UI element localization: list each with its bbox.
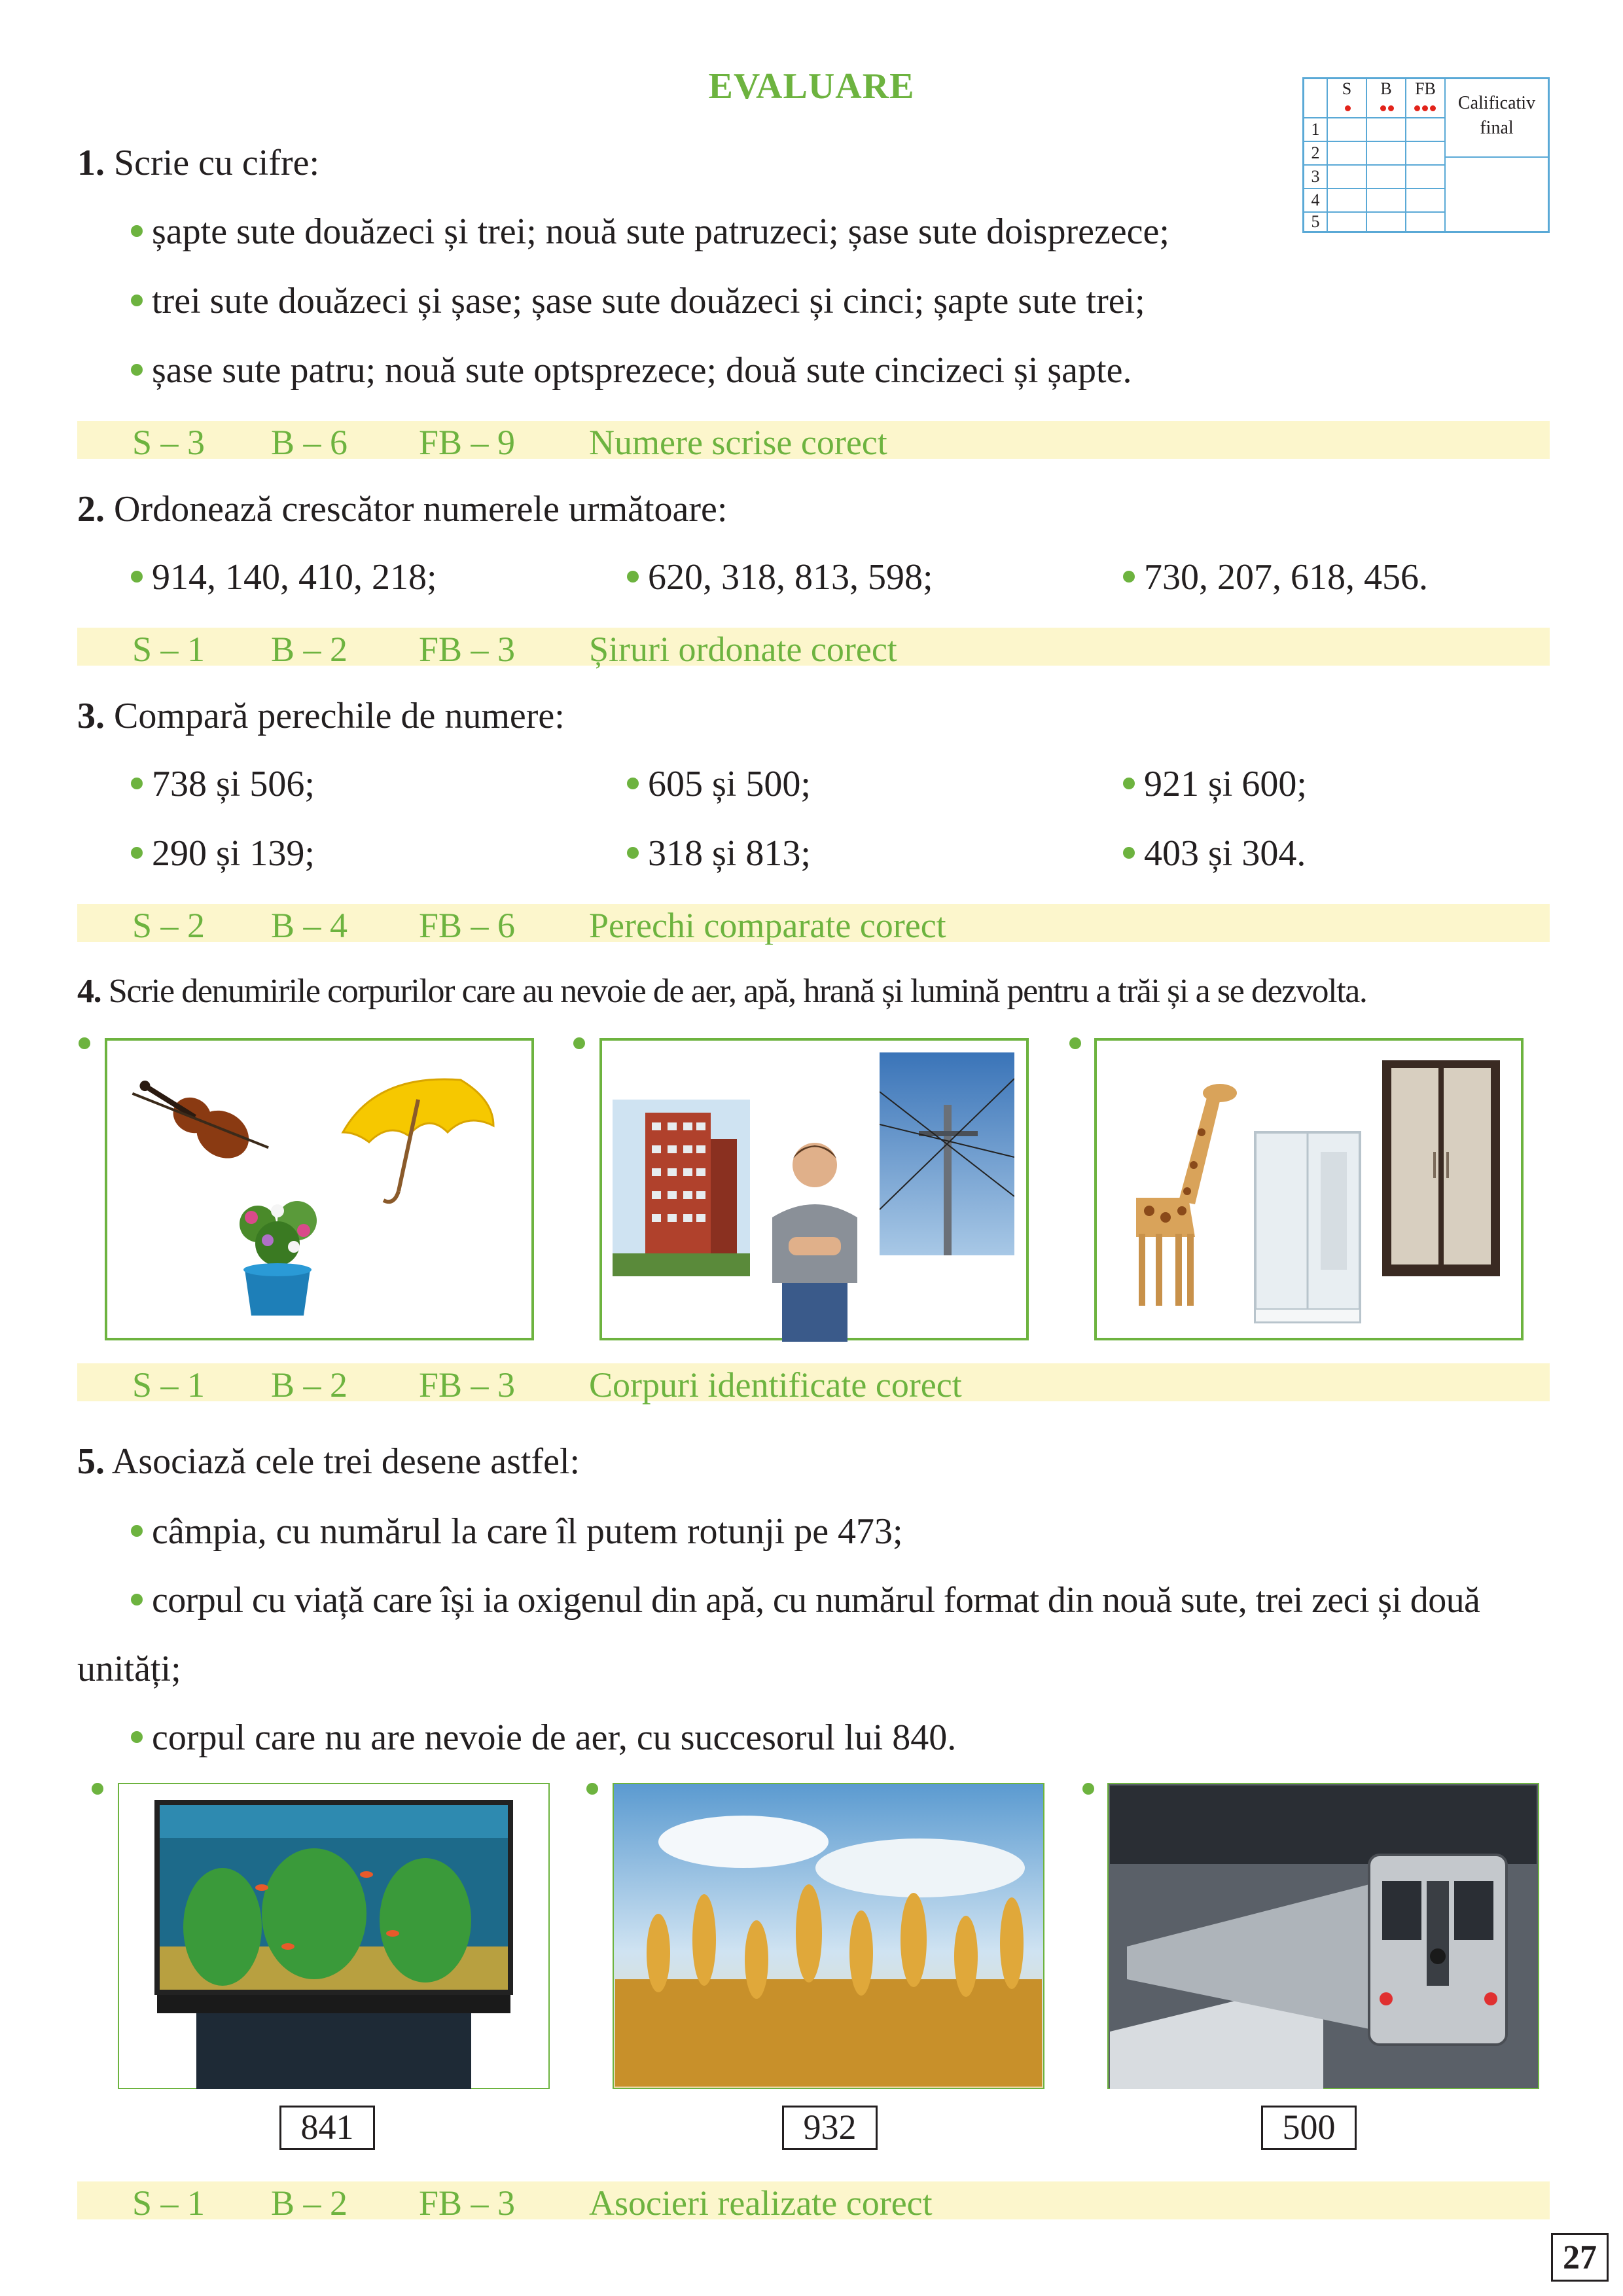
page-title: EVALUARE bbox=[708, 66, 915, 107]
exercise-3-bullet: 318 și 813; bbox=[627, 833, 811, 874]
bullet-dot bbox=[1069, 1037, 1081, 1049]
eval-row-number: 1 bbox=[1304, 118, 1328, 142]
eval-row-number: 3 bbox=[1304, 166, 1328, 189]
exercise-5-bullet: corpul care nu are nevoie de aer, cu succesorul lui 840. bbox=[131, 1717, 956, 1759]
score-label: Numere scrise corect bbox=[589, 423, 887, 462]
eval-header-fb: FB bbox=[1406, 79, 1446, 118]
score-s: S – 1 bbox=[132, 1365, 205, 1405]
score-fb: FB – 3 bbox=[419, 2183, 516, 2223]
exercise-3-prompt: 3. Compară perechile de numere: bbox=[77, 696, 565, 736]
score-s: S – 1 bbox=[132, 630, 205, 669]
evaluation-table bbox=[1302, 77, 1550, 233]
exercise-3-bullet: 290 și 139; bbox=[131, 833, 315, 874]
bullet-dot bbox=[573, 1037, 585, 1049]
bullet-dot bbox=[1082, 1783, 1094, 1795]
violin-image bbox=[127, 1060, 291, 1191]
exercise-5-bullet: corpul cu viață care își ia oxigenul din apă, cu numărul format din nouă sute, trei zeci și două bbox=[131, 1579, 1480, 1621]
exercise-1-prompt: 1. Scrie cu cifre: bbox=[77, 143, 320, 183]
score-b: B – 2 bbox=[271, 630, 348, 669]
bullet-dot bbox=[586, 1783, 598, 1795]
eval-row-number: 4 bbox=[1304, 189, 1328, 213]
score-bar-1 bbox=[77, 421, 1550, 462]
eval-row-number: 2 bbox=[1304, 142, 1328, 166]
answer-box: 932 bbox=[782, 2106, 878, 2150]
exercise-3-bullet: 403 și 304. bbox=[1123, 833, 1306, 874]
answer-box: 500 bbox=[1261, 2106, 1357, 2150]
exercise-5-bullet-cont: unități; bbox=[77, 1649, 181, 1689]
wheat-field-image bbox=[613, 1783, 1044, 2089]
score-label: Perechi comparate corect bbox=[589, 906, 946, 945]
exercise-3-bullet: 921 și 600; bbox=[1123, 763, 1307, 805]
exercise-2-bullet: 730, 207, 618, 456. bbox=[1123, 556, 1428, 598]
score-s: S – 2 bbox=[132, 906, 205, 945]
bullet-dot bbox=[79, 1037, 90, 1049]
score-b: B – 6 bbox=[271, 423, 348, 462]
score-label: Corpuri identificate corect bbox=[589, 1365, 962, 1405]
score-bar-4 bbox=[77, 1363, 1550, 1405]
score-fb: FB – 9 bbox=[419, 423, 516, 462]
score-b: B – 4 bbox=[271, 906, 348, 945]
shower-cabin-image bbox=[1249, 1126, 1366, 1329]
giraffe-image bbox=[1110, 1067, 1241, 1316]
exercise-5-bullet: câmpia, cu numărul la care îl putem rotunji pe 473; bbox=[131, 1511, 903, 1552]
score-label: Asocieri realizate corect bbox=[589, 2183, 933, 2223]
eval-row-number: 5 bbox=[1304, 213, 1328, 232]
flower-pot-image bbox=[212, 1185, 356, 1335]
image-frame-3 bbox=[1094, 1038, 1524, 1340]
eval-final-label: Calificativ final bbox=[1446, 79, 1548, 158]
exercise-3-bullet: 605 și 500; bbox=[627, 763, 811, 805]
score-s: S – 1 bbox=[132, 2183, 205, 2223]
eval-header-b: B bbox=[1367, 79, 1406, 118]
image-frame-2 bbox=[599, 1038, 1029, 1340]
eval-header-s: S bbox=[1328, 79, 1367, 118]
exercise-1-bullet: șase sute patru; nouă sute optsprezece; două sute cincizeci și șapte. bbox=[131, 350, 1132, 391]
score-s: S – 3 bbox=[132, 423, 205, 462]
exercise-3-bullet: 738 și 506; bbox=[131, 763, 315, 805]
score-fb: FB – 6 bbox=[419, 906, 516, 945]
exercise-2-prompt: 2. Ordonează crescător numerele următoare: bbox=[77, 489, 728, 529]
score-fb: FB – 3 bbox=[419, 630, 516, 669]
score-bar-5 bbox=[77, 2181, 1550, 2223]
wardrobe-image bbox=[1376, 1054, 1507, 1289]
score-fb: FB – 3 bbox=[419, 1365, 516, 1405]
score-b: B – 2 bbox=[271, 2183, 348, 2223]
score-bar-2 bbox=[77, 628, 1550, 669]
page-number: 27 bbox=[1551, 2233, 1609, 2282]
bullet-dot bbox=[92, 1783, 103, 1795]
man-image bbox=[759, 1132, 870, 1342]
power-pole-image bbox=[880, 1052, 1014, 1255]
answer-box: 841 bbox=[279, 2106, 375, 2150]
umbrella-image bbox=[330, 1060, 507, 1217]
exercise-2-bullet: 620, 318, 813, 598; bbox=[627, 556, 933, 598]
aquarium-image bbox=[118, 1783, 550, 2089]
exercise-1-bullet: șapte sute douăzeci și trei; nouă sute patruzeci; șase sute doisprezece; bbox=[131, 211, 1169, 253]
building-image bbox=[613, 1100, 750, 1276]
score-bar-3 bbox=[77, 904, 1550, 945]
score-b: B – 2 bbox=[271, 1365, 348, 1405]
image-frame-1 bbox=[105, 1038, 534, 1340]
subway-train-image bbox=[1107, 1783, 1539, 2089]
exercise-5-prompt: 5. Asociază cele trei desene astfel: bbox=[77, 1441, 580, 1482]
exercise-2-bullet: 914, 140, 410, 218; bbox=[131, 556, 437, 598]
exercise-1-bullet: trei sute douăzeci și șase; șase sute douăzeci și cinci; șapte sute trei; bbox=[131, 280, 1145, 322]
exercise-4-prompt: 4. Scrie denumirile corpurilor care au nevoie de aer, apă, hrană și lumină pentru a trăi și a se dezvolta. bbox=[77, 973, 1367, 1010]
score-label: Șiruri ordonate corect bbox=[589, 630, 897, 669]
